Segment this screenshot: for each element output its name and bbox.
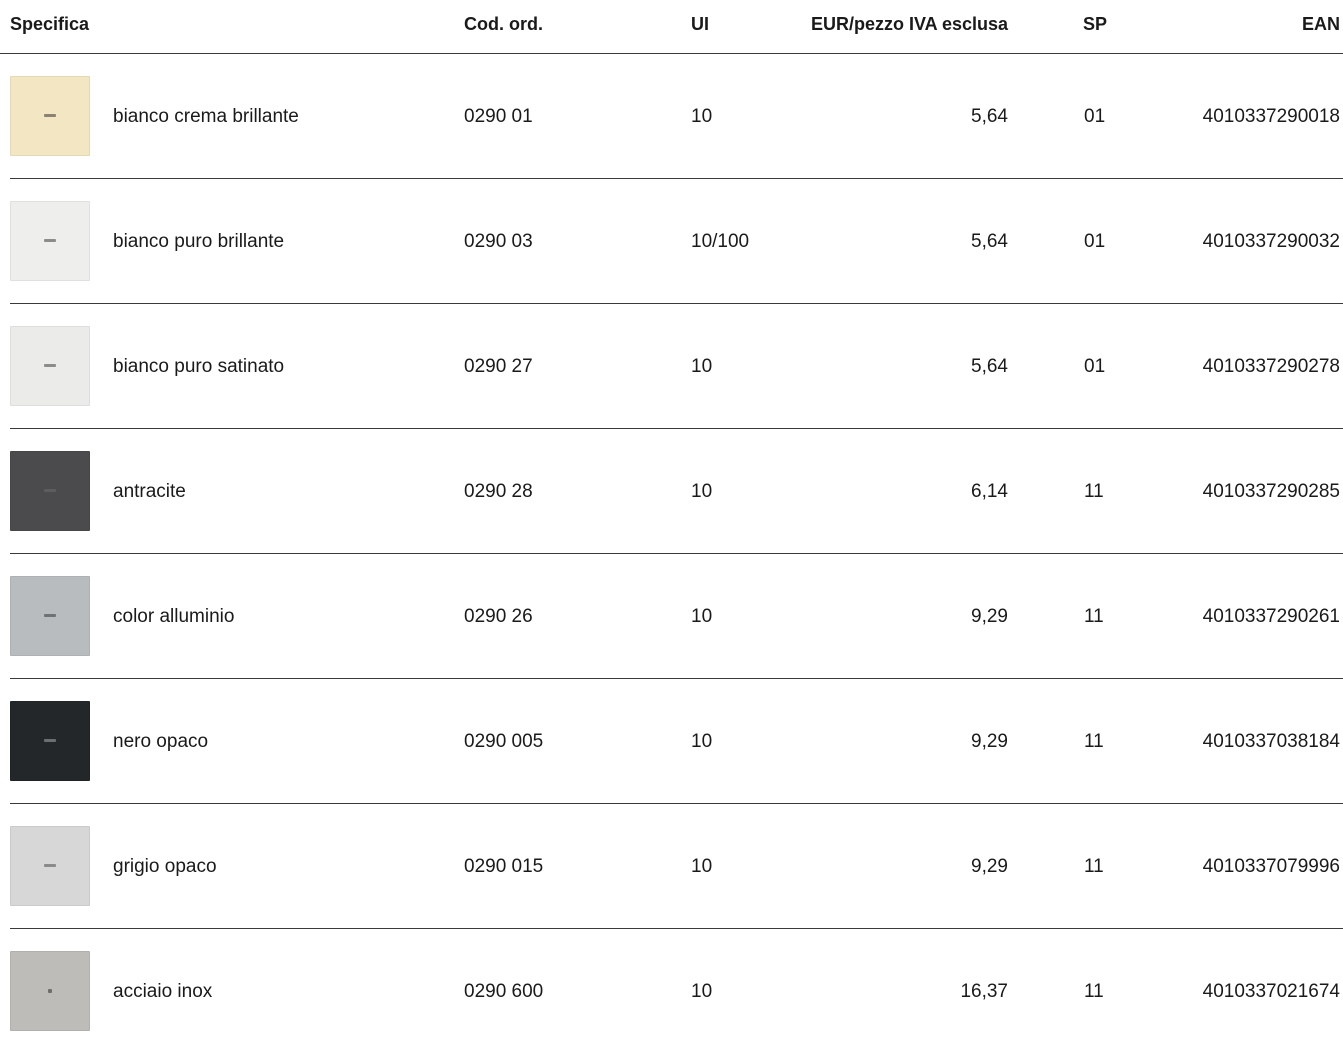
table-row	[0, 54, 1343, 179]
cell-ean: 4010337038184	[1202, 731, 1340, 752]
color-swatch	[10, 76, 90, 156]
cell-ean: 4010337290018	[1202, 106, 1340, 127]
column-header-cod: Cod. ord.	[464, 14, 543, 34]
product-table	[0, 54, 1343, 1046]
rocker-dash-icon	[44, 114, 56, 117]
rocker-dash-icon	[44, 239, 56, 242]
color-swatch	[10, 701, 90, 781]
cell-ean: 4010337021674	[1202, 981, 1340, 1002]
cell-sp: 01	[1084, 356, 1106, 377]
rocker-dash-icon	[44, 864, 56, 867]
column-header-eur: EUR/pezzo IVA esclusa	[810, 14, 1008, 34]
color-swatch	[10, 201, 90, 281]
cell-spec: acciaio inox	[113, 981, 213, 1002]
cell-spec: bianco crema brillante	[113, 106, 299, 127]
cell-ui: 10	[691, 731, 713, 752]
column-header-ean: EAN	[1301, 14, 1340, 34]
table-row	[0, 179, 1343, 304]
cell-eur: 5,64	[971, 231, 1008, 252]
cell-eur: 9,29	[971, 606, 1008, 627]
cell-sp: 11	[1084, 731, 1104, 752]
cell-ean: 4010337079996	[1202, 856, 1340, 877]
cell-ui: 10	[691, 481, 713, 502]
cell-eur: 5,64	[971, 106, 1008, 127]
color-swatch	[10, 951, 90, 1031]
cell-eur: 9,29	[971, 731, 1008, 752]
cell-ean: 4010337290285	[1202, 481, 1340, 502]
cell-sp: 11	[1084, 981, 1104, 1002]
cell-ui: 10/100	[691, 231, 750, 252]
column-header-sp: SP	[1083, 14, 1108, 34]
cell-ui: 10	[691, 856, 713, 877]
cell-sp: 11	[1084, 856, 1104, 877]
column-header-ui: UI	[691, 14, 709, 34]
rocker-dash-icon	[44, 739, 56, 742]
table-row	[0, 929, 1343, 1046]
cell-cod: 0290 28	[464, 481, 533, 502]
rocker-dot-icon	[48, 989, 52, 993]
cell-spec: bianco puro satinato	[113, 356, 285, 377]
table-row	[0, 304, 1343, 429]
cell-sp: 11	[1084, 606, 1104, 627]
column-header-spec: Specifica	[10, 14, 90, 34]
table-row	[0, 429, 1343, 554]
rocker-dash-icon	[44, 614, 56, 617]
cell-sp: 01	[1084, 231, 1106, 252]
cell-ean: 4010337290278	[1202, 356, 1340, 377]
cell-spec: grigio opaco	[113, 856, 217, 877]
rocker-dash-icon	[44, 364, 56, 367]
cell-ean: 4010337290032	[1202, 231, 1340, 252]
cell-eur: 5,64	[971, 356, 1008, 377]
cell-cod: 0290 005	[464, 731, 544, 752]
table-row	[0, 554, 1343, 679]
cell-eur: 9,29	[971, 856, 1008, 877]
color-swatch	[10, 826, 90, 906]
color-swatch	[10, 326, 90, 406]
color-swatch	[10, 576, 90, 656]
cell-ean: 4010337290261	[1202, 606, 1340, 627]
cell-ui: 10	[691, 981, 713, 1002]
cell-sp: 01	[1084, 106, 1106, 127]
cell-eur: 6,14	[971, 481, 1008, 502]
rocker-dash-icon	[44, 489, 56, 492]
cell-sp: 11	[1084, 481, 1104, 502]
table-header	[0, 0, 1343, 54]
cell-cod: 0290 03	[464, 231, 533, 252]
cell-spec: nero opaco	[113, 731, 209, 752]
color-swatch	[10, 451, 90, 531]
cell-cod: 0290 015	[464, 856, 544, 877]
cell-ui: 10	[691, 606, 713, 627]
table-row	[0, 804, 1343, 929]
cell-cod: 0290 26	[464, 606, 533, 627]
cell-spec: bianco puro brillante	[113, 231, 285, 252]
cell-cod: 0290 01	[464, 106, 533, 127]
cell-spec: color alluminio	[113, 606, 235, 627]
cell-spec: antracite	[113, 481, 186, 502]
cell-cod: 0290 600	[464, 981, 544, 1002]
cell-eur: 16,37	[960, 981, 1008, 1002]
table-row	[0, 679, 1343, 804]
cell-ui: 10	[691, 356, 713, 377]
cell-cod: 0290 27	[464, 356, 533, 377]
cell-ui: 10	[691, 106, 713, 127]
